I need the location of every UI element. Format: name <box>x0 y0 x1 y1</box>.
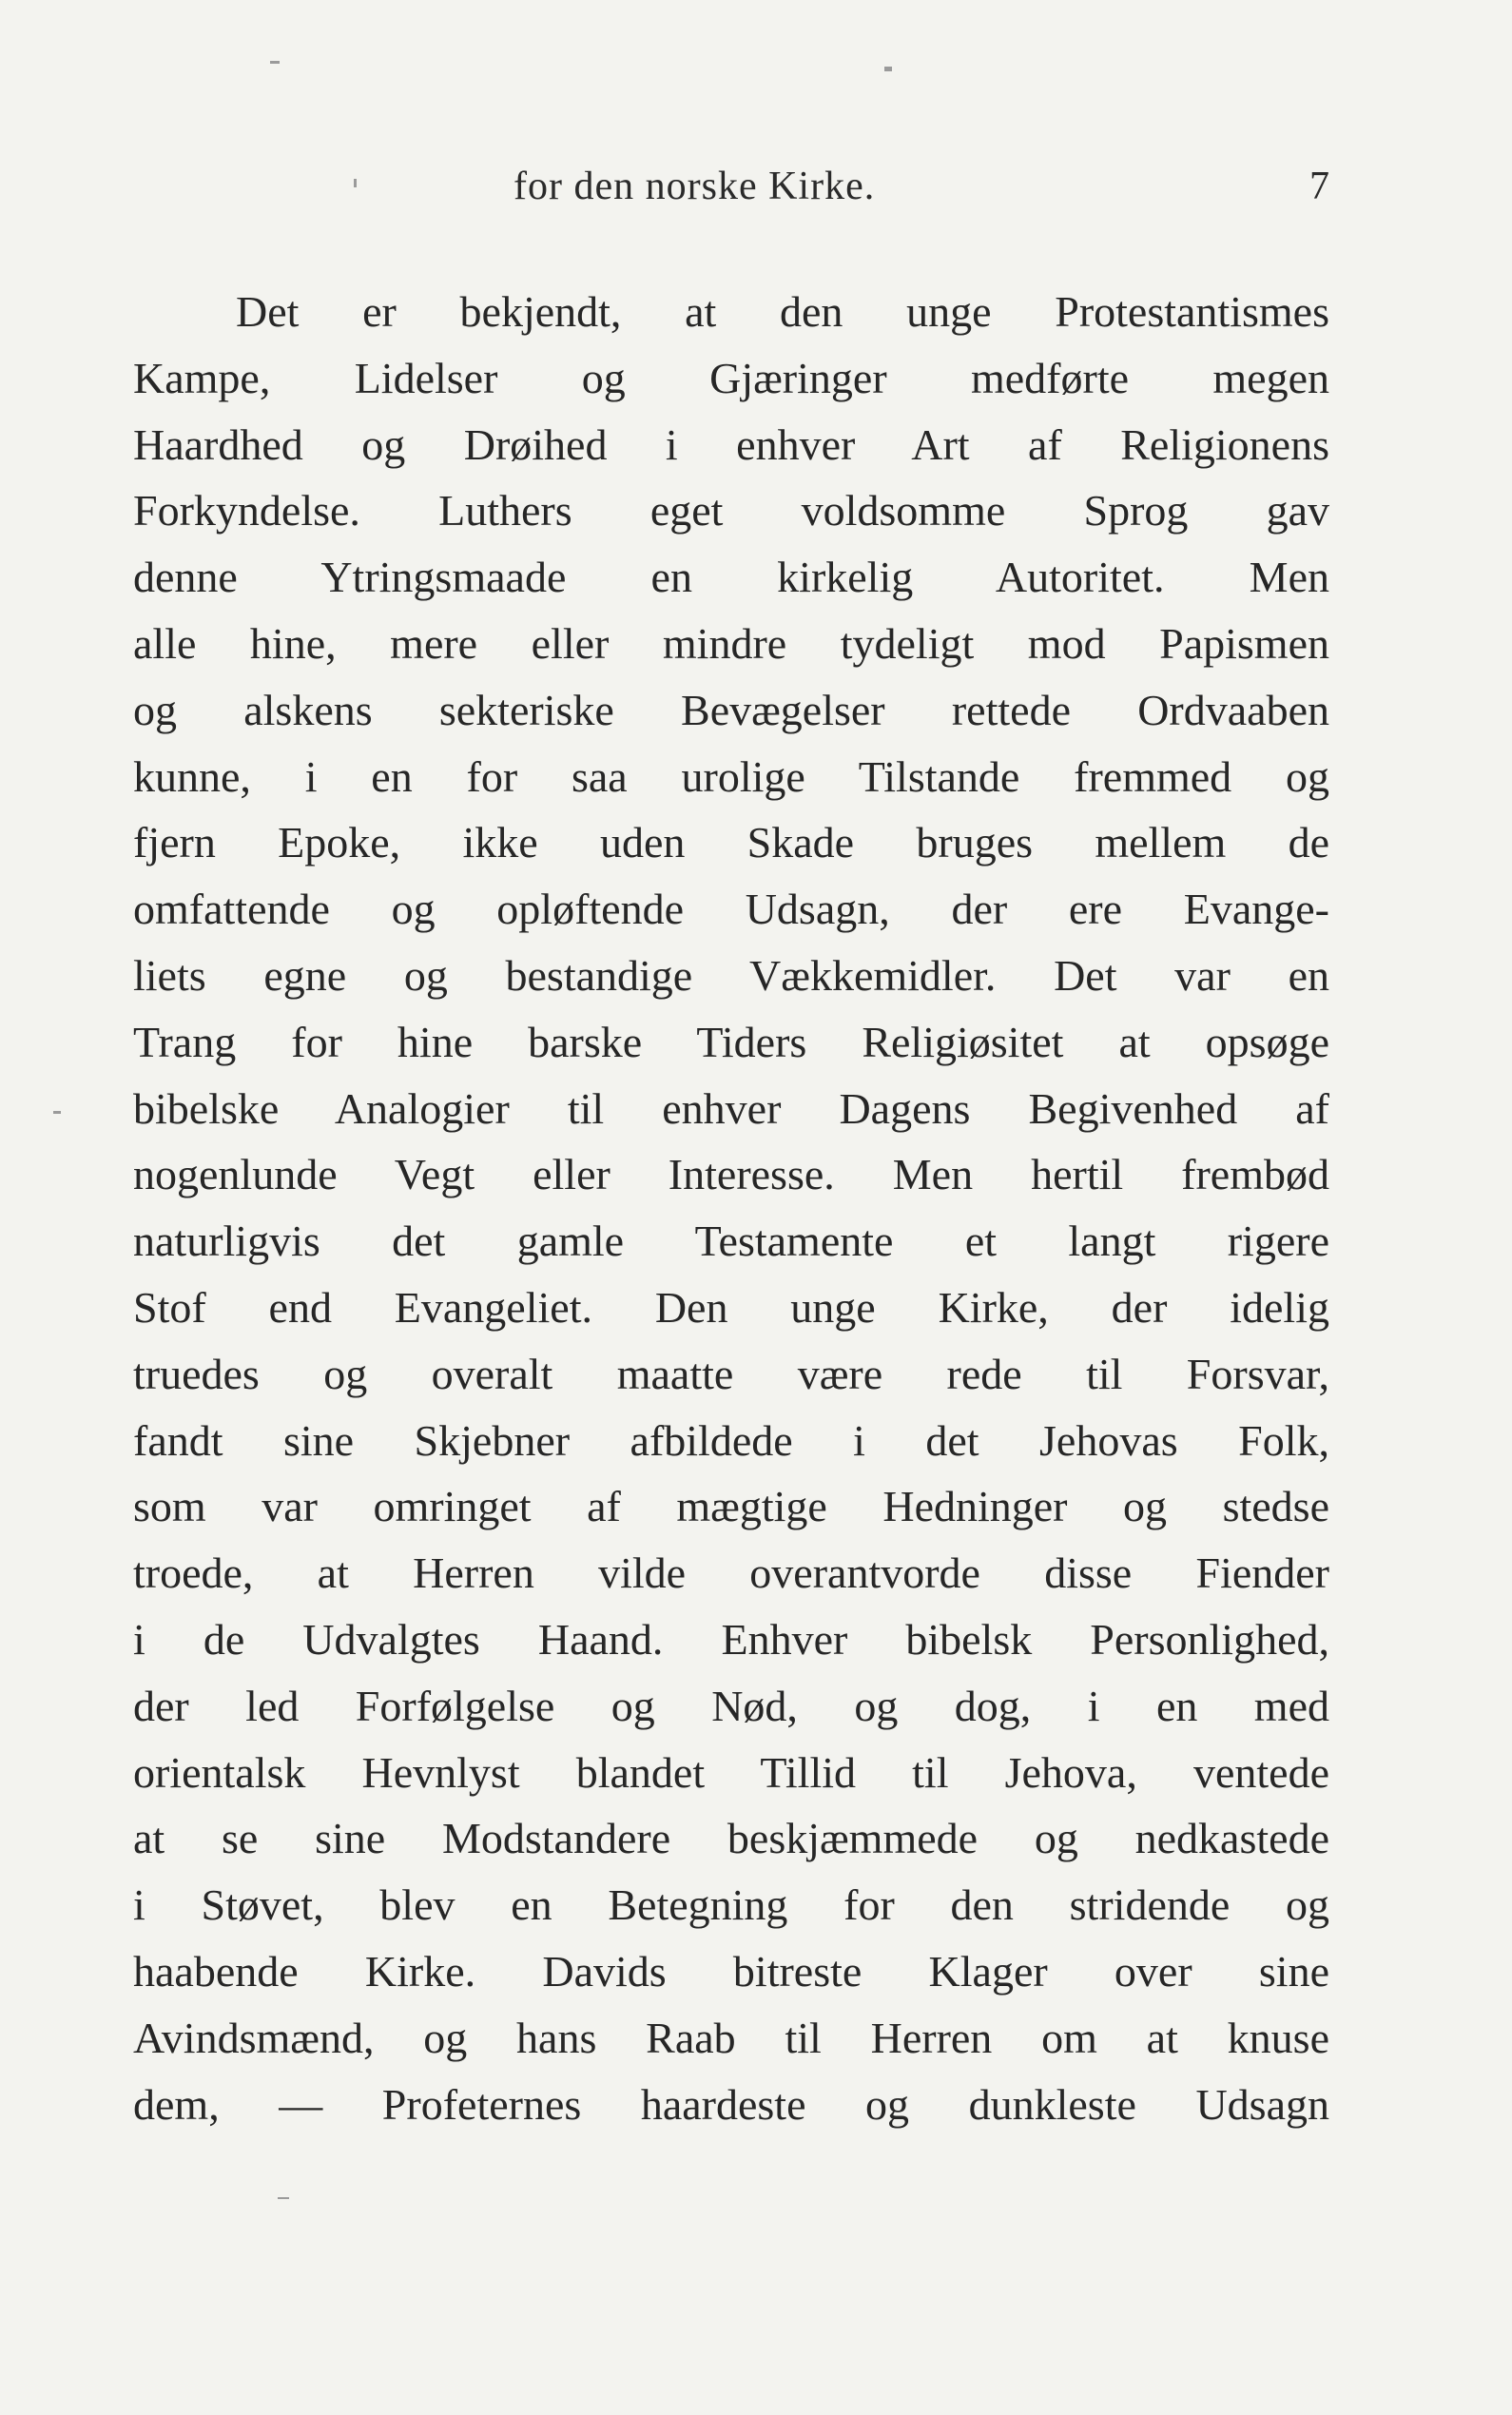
text-line: nogenlunde Vegt eller Interesse. Men hertil frembød <box>133 1150 1329 1199</box>
text-line: omfattende og opløftende Udsagn, der ere Evange- <box>133 885 1329 934</box>
page-number: 7 <box>1309 165 1329 208</box>
text-line: og alskens sekteriske Bevægelser rettede Ordvaaben <box>133 685 1329 734</box>
text-line: Kampe, Lidelser og Gjæringer medførte megen <box>133 353 1329 402</box>
running-head <box>133 164 1329 221</box>
running-title: for den norske Kirke. <box>514 165 876 208</box>
text-line: i de Udvalgtes Haand. Enhver bibelsk Personlighed, <box>133 1614 1329 1664</box>
print-speck <box>270 61 280 64</box>
text-line: at se sine Modstandere beskjæmmede og nedkastede <box>133 1814 1329 1863</box>
print-speck <box>278 2197 289 2199</box>
text-line: denne Ytringsmaade en kirkelig Autoritet. Men <box>133 553 1329 602</box>
text-line: orientalsk Hevnlyst blandet Tillid til Jehova, ventede <box>133 1747 1329 1797</box>
body-text <box>133 279 1329 2137</box>
text-line: haabende Kirke. Davids bitreste Klager over sine <box>133 1946 1329 1996</box>
text-line: der led Forfølgelse og Nød, og dog, i en med <box>133 1681 1329 1730</box>
print-speck <box>884 67 892 71</box>
text-line: truedes og overalt maatte være rede til Forsvar, <box>133 1349 1329 1398</box>
text-line: Forkyndelse. Luthers eget voldsomme Sprog gav <box>133 486 1329 536</box>
text-line: bibelske Analogier til enhver Dagens Begivenhed af <box>133 1083 1329 1133</box>
text-line: fjern Epoke, ikke uden Skade bruges mellem de <box>133 818 1329 867</box>
text-line: alle hine, mere eller mindre tydeligt mod Papismen <box>133 618 1329 668</box>
text-line: fandt sine Skjebner afbildede i det Jehovas Folk, <box>133 1415 1329 1465</box>
text-line: som var omringet af mægtige Hedninger og stedse <box>133 1482 1329 1531</box>
text-line: i Støvet, blev en Betegning for den stridende og <box>133 1880 1329 1930</box>
text-line: Trang for hine barske Tiders Religiøsitet at opsøge <box>133 1017 1329 1066</box>
text-line: liets egne og bestandige Vækkemidler. Det var en <box>133 950 1329 1000</box>
text-line: Stof end Evangeliet. Den unge Kirke, der idelig <box>133 1282 1329 1332</box>
text-line: kunne, i en for saa urolige Tilstande fremmed og <box>133 751 1329 801</box>
print-speck <box>53 1111 61 1114</box>
text-line: Haardhed og Drøihed i enhver Art af Religionens <box>133 419 1329 469</box>
text-line: naturligvis det gamle Testamente et langt rigere <box>133 1217 1329 1266</box>
text-line: troede, at Herren vilde overantvorde disse Fiender <box>133 1548 1329 1598</box>
text-line: dem, — Profeternes haardeste og dunkleste Udsagn <box>133 2079 1329 2129</box>
text-line: Det er bekjendt, at den unge Protestantismes <box>236 287 1329 336</box>
text-line: Avindsmænd, og hans Raab til Herren om at knuse <box>133 2013 1329 2062</box>
